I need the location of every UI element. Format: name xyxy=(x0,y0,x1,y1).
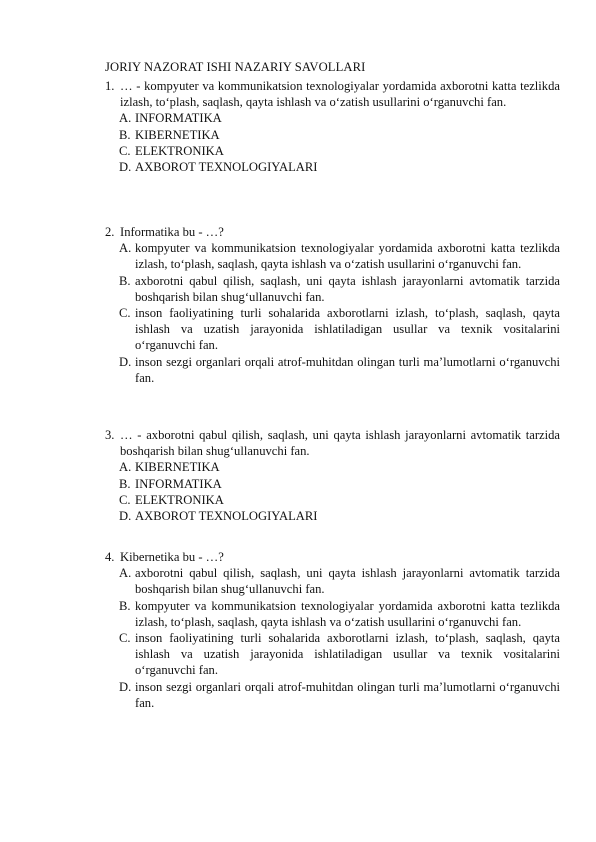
option-text: ELEKTRONIKA xyxy=(135,143,224,158)
question-stem xyxy=(105,427,560,459)
option-c xyxy=(105,305,560,354)
option-a xyxy=(105,459,560,475)
option-a xyxy=(105,110,560,126)
option-letter: C. xyxy=(119,306,131,321)
question-2 xyxy=(105,224,560,386)
option-text: inson sezgi organlari orqali atrof-muhitdan olingan turli ma’lumotlarni o‘rganuvchi fan. xyxy=(135,354,560,385)
option-b xyxy=(105,476,560,492)
option-b xyxy=(105,127,560,143)
option-d xyxy=(105,679,560,711)
option-text: ELEKTRONIKA xyxy=(135,492,224,507)
option-letter: D. xyxy=(119,354,132,369)
question-stem xyxy=(105,549,560,565)
option-letter: B. xyxy=(119,127,131,142)
question-1 xyxy=(105,78,560,175)
option-c xyxy=(105,143,560,159)
option-letter: B. xyxy=(119,273,131,288)
option-text: inson faoliyatining turli sohalarida axborotlarni izlash, to‘plash, saqlash, qayta ishlash va uzatish jarayonida ishlatiladigan usullar va texnik vositalarini o‘rganuvchi fan. xyxy=(135,306,560,353)
option-text: inson sezgi organlari orqali atrof-muhitdan olingan turli ma’lumotlarni o‘rganuvchi fan. xyxy=(135,679,560,710)
question-3 xyxy=(105,427,560,524)
answer-options xyxy=(105,240,560,386)
option-d xyxy=(105,354,560,386)
question-stem xyxy=(105,78,560,110)
option-text: INFORMATIKA xyxy=(135,111,222,126)
answer-options xyxy=(105,459,560,524)
option-text: AXBOROT TEXNOLOGIYALARI xyxy=(135,509,318,524)
option-letter: D. xyxy=(119,509,132,524)
option-letter: D. xyxy=(119,679,132,694)
option-text: kompyuter va kommunikatsion texnologiyalar yordamida axborotni katta tezlikda izlash, to‘plash, saqlash, qayta ishlash va o‘zatish usullarini o‘rganuvchi fan. xyxy=(135,598,560,629)
option-a xyxy=(105,565,560,597)
answer-options xyxy=(105,110,560,175)
question-text: Kibernetika bu - …? xyxy=(120,550,224,564)
question-text: … - kompyuter va kommunikatsion texnologiyalar yordamida axborotni katta tezlikda izlash, to‘plash, saqlash, qayta ishlash va o‘zatish usullarini o‘rganuvchi fan. xyxy=(120,79,560,110)
question-text: Informatika bu - …? xyxy=(120,225,224,239)
option-letter: D. xyxy=(119,160,132,175)
option-letter: C. xyxy=(119,631,131,646)
option-c xyxy=(105,492,560,508)
option-letter: C. xyxy=(119,492,131,507)
option-letter: A. xyxy=(119,241,132,256)
question-number: 1. xyxy=(105,79,115,93)
option-text: KIBERNETIKA xyxy=(135,460,220,475)
option-text: KIBERNETIKA xyxy=(135,127,220,142)
option-a xyxy=(105,240,560,272)
question-4 xyxy=(105,549,560,711)
option-letter: B. xyxy=(119,598,131,613)
question-stem xyxy=(105,224,560,240)
option-text: inson faoliyatining turli sohalarida axborotlarni izlash, to‘plash, saqlash, qayta ishlash va uzatish jarayonida ishlatiladigan usullar va texnik vositalarini o‘rganuvchi fan. xyxy=(135,631,560,678)
option-letter: C. xyxy=(119,143,131,158)
question-number: 3. xyxy=(105,428,115,442)
document-title: JORIY NAZORAT ISHI NAZARIY SAVOLLARI xyxy=(105,60,366,74)
option-letter: B. xyxy=(119,476,131,491)
option-b xyxy=(105,273,560,305)
option-b xyxy=(105,598,560,630)
option-d xyxy=(105,508,560,524)
option-text: kompyuter va kommunikatsion texnologiyalar yordamida axborotni katta tezlikda izlash, to‘plash, saqlash, qayta ishlash va o‘zatish usullarini o‘rganuvchi fan. xyxy=(135,241,560,272)
option-letter: A. xyxy=(119,460,132,475)
option-text: axborotni qabul qilish, saqlash, uni qayta ishlash jarayonlarni avtomatik tarzida boshqarish bilan shug‘ullanuvchi fan. xyxy=(135,273,560,304)
option-text: AXBOROT TEXNOLOGIYALARI xyxy=(135,160,318,175)
option-letter: A. xyxy=(119,111,132,126)
option-d xyxy=(105,159,560,175)
question-number: 4. xyxy=(105,550,115,564)
question-number: 2. xyxy=(105,225,115,239)
option-text: INFORMATIKA xyxy=(135,476,222,491)
option-letter: A. xyxy=(119,566,132,581)
question-text: … - axborotni qabul qilish, saqlash, uni qayta ishlash jarayonlarni avtomatik tarzida boshqarish bilan shug‘ullanuvchi fan. xyxy=(120,428,560,459)
option-c xyxy=(105,630,560,679)
option-text: axborotni qabul qilish, saqlash, uni qayta ishlash jarayonlarni avtomatik tarzida boshqarish bilan shug‘ullanuvchi fan. xyxy=(135,566,560,597)
answer-options xyxy=(105,565,560,711)
